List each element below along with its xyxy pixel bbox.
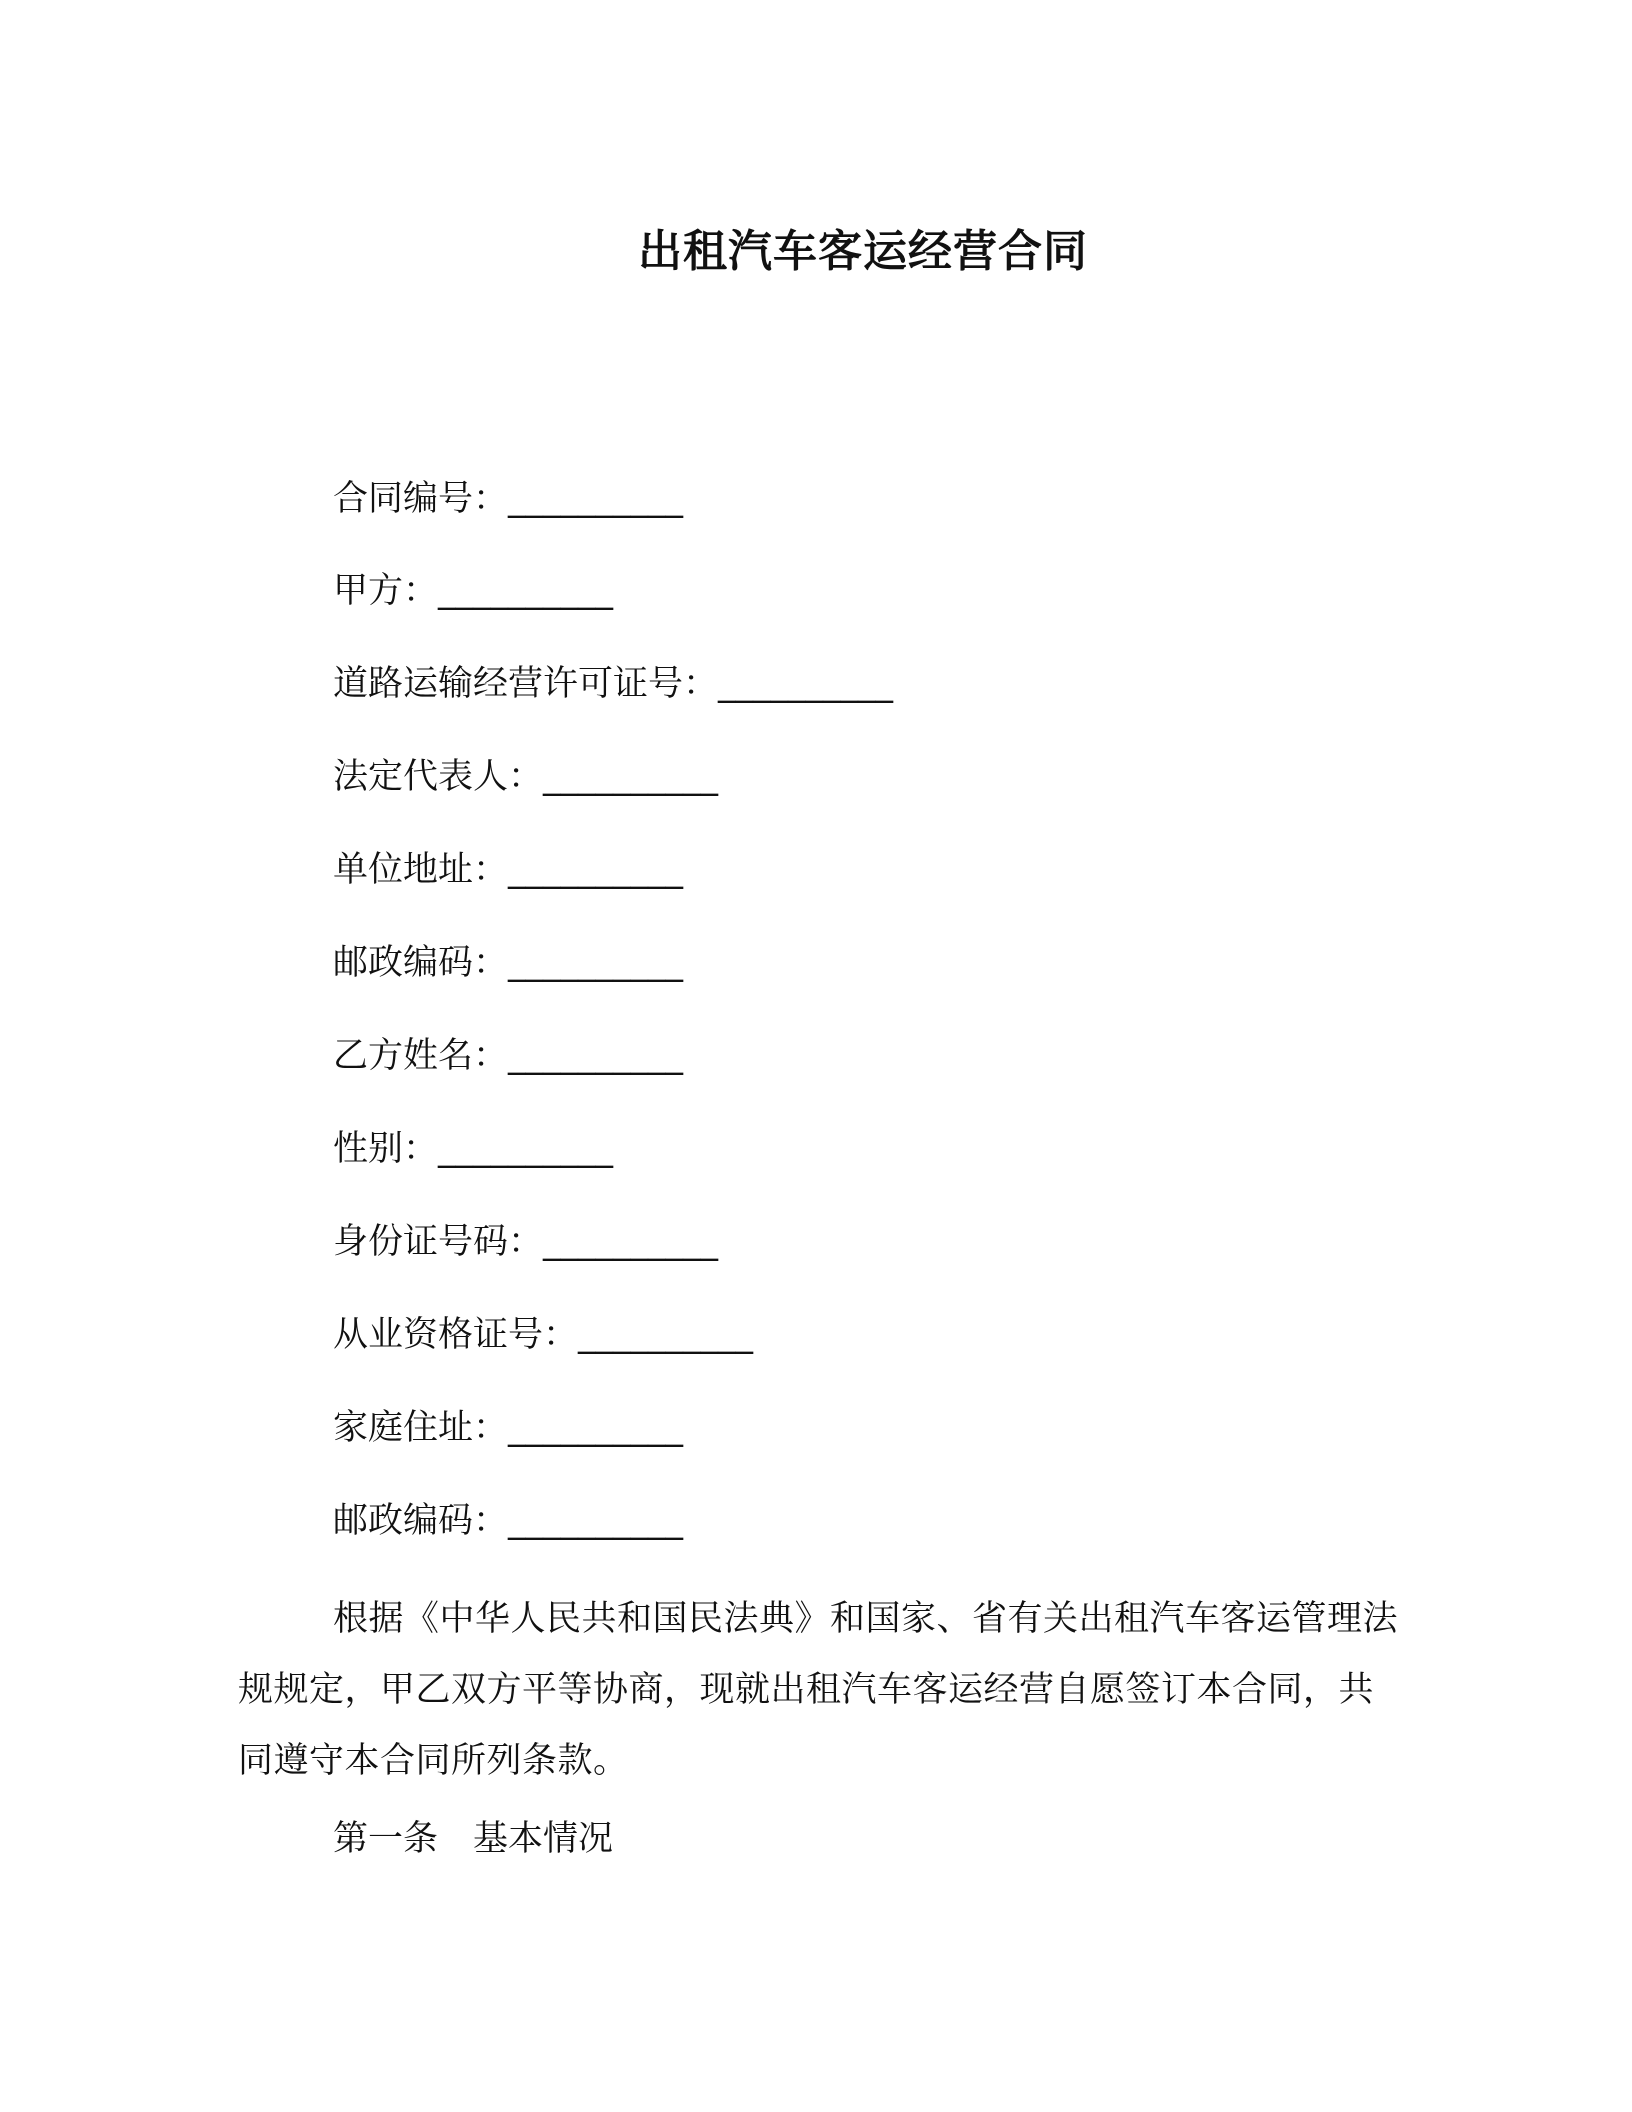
- field-postal-code-a: 邮政编码：__________: [333, 943, 684, 983]
- field-qualification-number: 从业资格证号：__________: [333, 1315, 754, 1355]
- preamble-paragraph: 根据《中华人民共和国民法典》和国家、省有关出租汽车客运管理法规规定，甲乙双方平等协商，现就出租汽车客运经营自愿签订本合同，共同遵守本合同所列条款。: [238, 1599, 1399, 1781]
- field-company-address: 单位地址：__________: [333, 850, 684, 890]
- field-party-b-name: 乙方姓名：__________: [333, 1036, 684, 1076]
- field-home-address: 家庭住址：__________: [333, 1408, 684, 1448]
- field-legal-representative: 法定代表人：__________: [333, 757, 719, 797]
- article-heading: 第一条 基本情况: [333, 1819, 614, 1859]
- field-party-a: 甲方：__________: [333, 571, 614, 611]
- field-gender: 性别：__________: [333, 1129, 614, 1169]
- field-postal-code-b: 邮政编码：__________: [333, 1501, 684, 1541]
- field-transport-license-number: 道路运输经营许可证号：__________: [333, 664, 894, 704]
- field-id-number: 身份证号码：__________: [333, 1222, 719, 1262]
- document-title: 出租汽车客运经营合同: [638, 226, 1088, 277]
- field-contract-number: 合同编号：__________: [333, 479, 684, 519]
